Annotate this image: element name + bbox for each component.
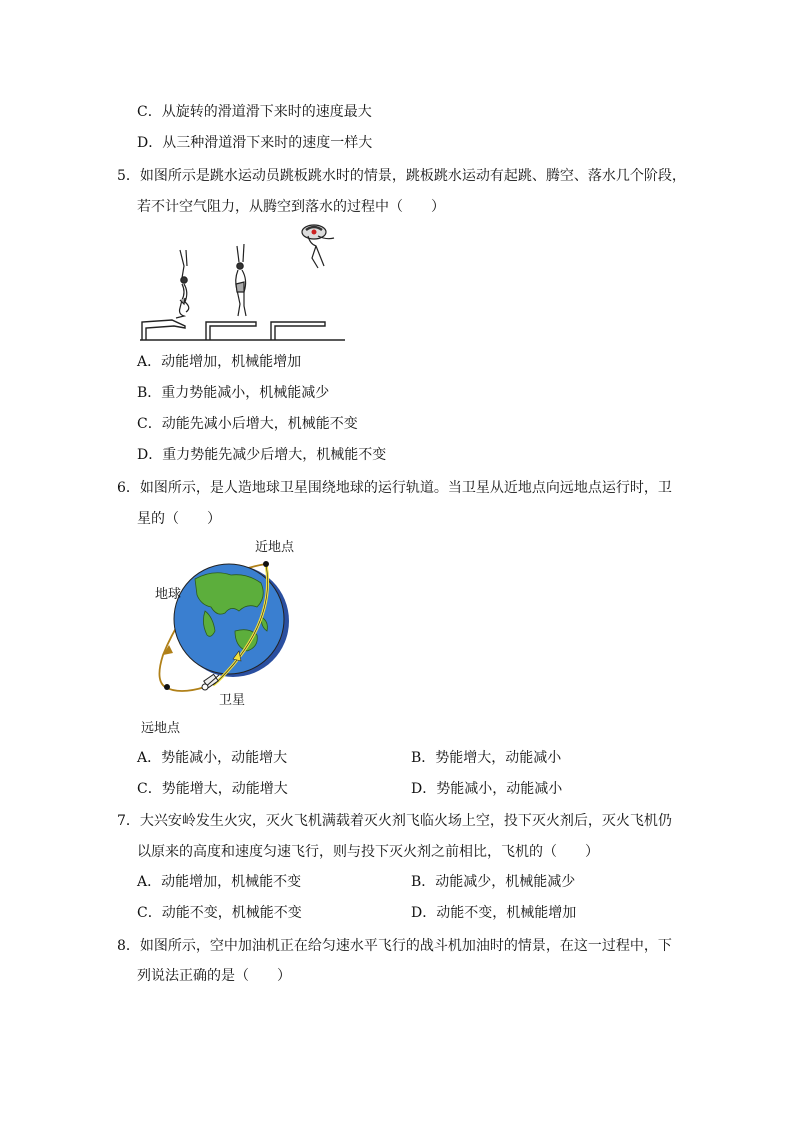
orbit-back-lower	[165, 687, 205, 691]
q5-option-c: C．动能先减小后增大，机械能不变	[137, 416, 358, 432]
satellite-icon	[202, 674, 219, 690]
q7-option-a: A．动能增加，机械能不变	[137, 874, 302, 890]
q6-option-c: C．势能增大，动能增大	[137, 781, 288, 797]
q5-option-a: A．动能增加，机械能增加	[137, 354, 302, 370]
label-perigee: 近地点	[255, 540, 295, 555]
q4-option-c: C．从旋转的滑道滑下来时的速度最大	[137, 104, 372, 120]
label-apogee: 远地点	[141, 721, 181, 736]
q7-option-d: D．动能不变，机械能增加	[411, 905, 577, 921]
earth-globe	[174, 564, 289, 677]
q7-option-b: B．动能减少，机械能减少	[411, 874, 576, 890]
q7-stem-line2: 以原来的高度和速度匀速飞行，则与投下灭火剂之前相比，飞机的（ ）	[137, 844, 599, 860]
q6-option-b: B．势能增大，动能减小	[411, 750, 562, 766]
q5-option-d: D．重力势能先减少后增大，机械能不变	[137, 447, 387, 463]
q7-option-c: C．动能不变，机械能不变	[137, 905, 302, 921]
diver-takeoff	[176, 250, 189, 318]
q6-option-a: A．势能减小，动能增大	[137, 750, 288, 766]
q7-stem-line1: 7．大兴安岭发生火灾，灭火飞机满载着灭火剂飞临火场上空，投下灭火剂后，灭火飞机仍	[117, 813, 672, 829]
perigee-point	[263, 561, 269, 567]
diving-boards	[140, 320, 345, 340]
q5-diving-figure	[140, 222, 350, 344]
diver-flight	[236, 244, 246, 316]
q8-stem-line2: 列说法正确的是（ ）	[137, 968, 291, 984]
q6-stem-line1: 6．如图所示，是人造地球卫星围绕地球的运行轨道。当卫星从近地点向远地点运行时，卫	[117, 480, 672, 496]
diver-dive	[302, 225, 334, 268]
q6-orbit-figure	[135, 535, 305, 740]
q4-option-d: D．从三种滑道滑下来时的速度一样大	[137, 135, 373, 151]
q6-option-d: D．势能减小，动能减小	[411, 781, 563, 797]
q5-stem-line1: 5．如图所示是跳水运动员跳板跳水时的情景，跳板跳水运动有起跳、腾空、落水几个阶段，	[117, 168, 686, 184]
label-earth: 地球	[155, 587, 182, 602]
label-satellite: 卫星	[219, 693, 246, 708]
q6-stem-line2: 星的（ ）	[137, 511, 221, 527]
q8-stem-line1: 8．如图所示，空中加油机正在给匀速水平飞行的战斗机加油时的情景，在这一过程中，下	[117, 938, 672, 954]
q5-stem-line2: 若不计空气阻力，从腾空到落水的过程中（ ）	[137, 199, 445, 215]
q5-option-b: B．重力势能减小，机械能减少	[137, 385, 330, 401]
apogee-point	[164, 684, 170, 690]
